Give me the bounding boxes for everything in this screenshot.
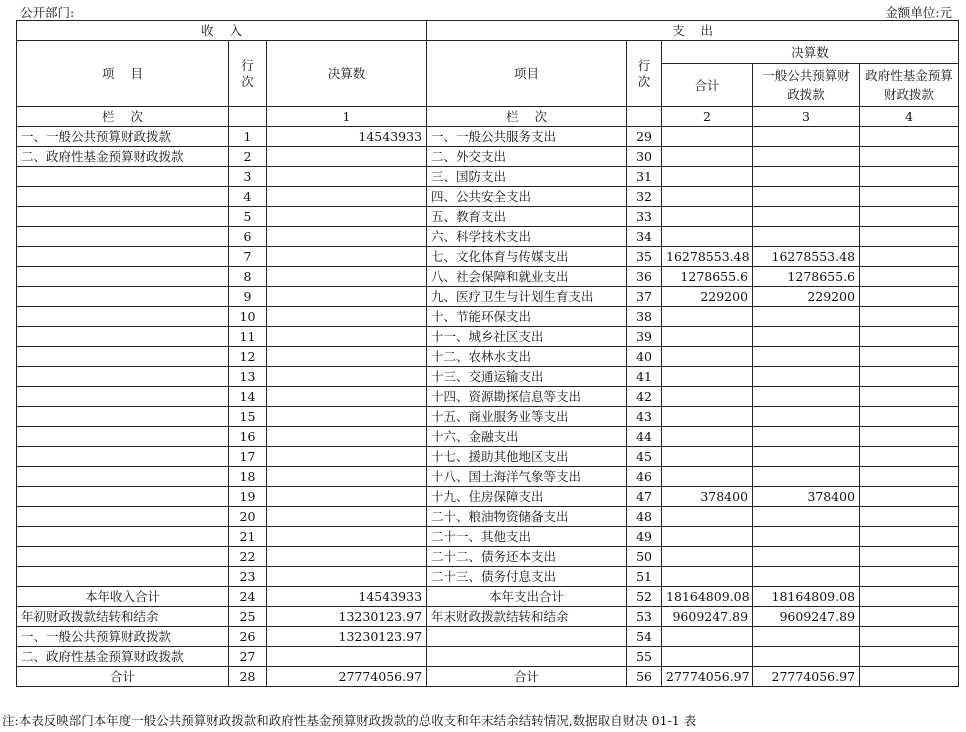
income-item-header: 项 目 <box>17 41 229 107</box>
general-budget-cell <box>753 227 860 247</box>
table-row <box>17 167 959 187</box>
income-line-cell: 2 <box>229 147 267 167</box>
income-amount-cell <box>267 307 427 327</box>
expense-item-cell: 十二、农林水支出 <box>427 347 627 367</box>
gov-fund-cell <box>860 367 959 387</box>
expense-line-cell: 39 <box>627 327 662 347</box>
total-amount-cell <box>662 647 753 667</box>
expense-line-cell: 34 <box>627 227 662 247</box>
expense-item-cell: 十八、国土海洋气象等支出 <box>427 467 627 487</box>
gov-fund-cell <box>860 187 959 207</box>
income-item-cell <box>17 247 229 267</box>
gov-fund-cell <box>860 547 959 567</box>
income-item-cell <box>17 267 229 287</box>
expense-line-cell: 55 <box>627 647 662 667</box>
income-line-cell: 24 <box>229 587 267 607</box>
income-amount-cell <box>267 247 427 267</box>
gov-fund-cell <box>860 627 959 647</box>
income-item-cell: 合计 <box>17 667 229 687</box>
total-amount-cell <box>662 347 753 367</box>
income-line-cell: 9 <box>229 287 267 307</box>
table-row <box>17 487 959 507</box>
income-line-cell: 16 <box>229 427 267 447</box>
expense-item-cell: 十、节能环保支出 <box>427 307 627 327</box>
expense-item-cell <box>427 647 627 667</box>
expense-item-cell: 十三、交通运输支出 <box>427 367 627 387</box>
total-amount-cell <box>662 467 753 487</box>
table-body <box>17 21 959 687</box>
expense-line-cell: 56 <box>627 667 662 687</box>
footnote: 注:本表反映部门本年度一般公共预算财政拨款和政府性基金预算财政拨款的总收支和年末结余结转情况,数据取自财决 01-1 表 <box>2 713 697 728</box>
expense-item-cell: 本年支出合计 <box>427 587 627 607</box>
income-amount-header: 决算数 <box>267 41 427 107</box>
expense-line-cell: 40 <box>627 347 662 367</box>
income-item-cell <box>17 487 229 507</box>
expense-line-cell: 43 <box>627 407 662 427</box>
income-item-cell: 二、政府性基金预算财政拨款 <box>17 647 229 667</box>
total-amount-cell <box>662 427 753 447</box>
expense-line-cell: 50 <box>627 547 662 567</box>
income-col-label: 栏 次 <box>17 107 229 127</box>
total-amount-cell <box>662 547 753 567</box>
general-budget-cell: 16278553.48 <box>753 247 860 267</box>
table-row <box>17 547 959 567</box>
table-row <box>17 307 959 327</box>
total-amount-cell <box>662 227 753 247</box>
expense-line-cell: 29 <box>627 127 662 147</box>
expense-col-label: 栏 次 <box>427 107 627 127</box>
income-amount-cell <box>267 427 427 447</box>
expense-line-cell: 53 <box>627 607 662 627</box>
fiscal-table <box>16 20 959 687</box>
expense-item-cell: 合计 <box>427 667 627 687</box>
general-budget-cell: 378400 <box>753 487 860 507</box>
total-amount-cell: 27774056.97 <box>662 667 753 687</box>
income-amount-cell <box>267 487 427 507</box>
expense-item-cell: 二十二、债务还本支出 <box>427 547 627 567</box>
total-amount-cell <box>662 207 753 227</box>
income-amount-cell <box>267 647 427 667</box>
income-item-cell <box>17 367 229 387</box>
income-line-cell: 25 <box>229 607 267 627</box>
income-item-cell <box>17 427 229 447</box>
summary-row <box>17 647 959 667</box>
general-budget-cell <box>753 147 860 167</box>
expense-item-cell <box>427 627 627 647</box>
table-row <box>17 127 959 147</box>
general-budget-cell: 1278655.6 <box>753 267 860 287</box>
expense-col-line-blank <box>627 107 662 127</box>
income-item-cell: 本年收入合计 <box>17 587 229 607</box>
expense-line-cell: 48 <box>627 507 662 527</box>
table-row <box>17 567 959 587</box>
table-row <box>17 367 959 387</box>
gov-fund-cell <box>860 407 959 427</box>
gov-fund-cell <box>860 567 959 587</box>
table-row <box>17 147 959 167</box>
total-amount-cell <box>662 307 753 327</box>
col-index-4: 4 <box>860 107 959 127</box>
income-line-cell: 27 <box>229 647 267 667</box>
total-amount-cell: 16278553.48 <box>662 247 753 267</box>
income-line-cell: 14 <box>229 387 267 407</box>
expense-item-cell: 十九、住房保障支出 <box>427 487 627 507</box>
table-row <box>17 287 959 307</box>
general-budget-cell <box>753 167 860 187</box>
income-line-cell: 23 <box>229 567 267 587</box>
general-budget-cell <box>753 387 860 407</box>
summary-row <box>17 627 959 647</box>
gov-fund-cell <box>860 207 959 227</box>
gov-fund-cell <box>860 647 959 667</box>
expense-line-cell: 35 <box>627 247 662 267</box>
expense-line-cell: 36 <box>627 267 662 287</box>
general-budget-cell <box>753 367 860 387</box>
expense-line-cell: 31 <box>627 167 662 187</box>
gov-fund-cell <box>860 607 959 627</box>
income-line-cell: 7 <box>229 247 267 267</box>
table-row <box>17 227 959 247</box>
expense-item-cell: 二十三、债务付息支出 <box>427 567 627 587</box>
summary-row <box>17 667 959 687</box>
expense-item-cell: 四、公共安全支出 <box>427 187 627 207</box>
table-row <box>17 447 959 467</box>
expense-line-cell: 49 <box>627 527 662 547</box>
income-amount-cell <box>267 467 427 487</box>
income-item-cell <box>17 307 229 327</box>
gov-fund-cell <box>860 167 959 187</box>
expense-item-cell: 二十一、其他支出 <box>427 527 627 547</box>
income-line-cell: 21 <box>229 527 267 547</box>
gov-fund-cell <box>860 387 959 407</box>
income-item-cell <box>17 387 229 407</box>
expense-line-cell: 38 <box>627 307 662 327</box>
income-item-cell: 年初财政拨款结转和结余 <box>17 607 229 627</box>
gov-fund-cell <box>860 127 959 147</box>
total-amount-cell <box>662 567 753 587</box>
income-amount-cell <box>267 347 427 367</box>
total-amount-cell <box>662 327 753 347</box>
total-amount-cell: 378400 <box>662 487 753 507</box>
total-amount-cell <box>662 507 753 527</box>
income-amount-cell <box>267 327 427 347</box>
income-line-cell: 13 <box>229 367 267 387</box>
expense-line-cell: 33 <box>627 207 662 227</box>
general-budget-cell <box>753 127 860 147</box>
expense-line-cell: 51 <box>627 567 662 587</box>
gov-fund-cell <box>860 487 959 507</box>
expense-header: 支 出 <box>427 21 959 41</box>
expense-item-cell: 三、国防支出 <box>427 167 627 187</box>
general-budget-cell <box>753 407 860 427</box>
income-amount-cell <box>267 207 427 227</box>
total-amount-cell: 9609247.89 <box>662 607 753 627</box>
income-amount-cell <box>267 187 427 207</box>
total-amount-cell <box>662 387 753 407</box>
income-amount-cell <box>267 547 427 567</box>
general-budget-cell <box>753 207 860 227</box>
general-budget-cell <box>753 547 860 567</box>
gov-fund-header: 政府性基金预算财政拨款 <box>860 64 959 107</box>
gov-fund-cell <box>860 347 959 367</box>
header-row-2 <box>17 41 959 64</box>
income-amount-cell: 13230123.97 <box>267 607 427 627</box>
general-budget-cell <box>753 527 860 547</box>
header-row-1 <box>17 21 959 41</box>
income-item-cell <box>17 527 229 547</box>
gov-fund-cell <box>860 267 959 287</box>
general-budget-header: 一般公共预算财政拨款 <box>753 64 860 107</box>
total-amount-cell <box>662 127 753 147</box>
general-budget-cell: 18164809.08 <box>753 587 860 607</box>
general-budget-cell <box>753 447 860 467</box>
income-item-cell <box>17 447 229 467</box>
income-line-cell: 12 <box>229 347 267 367</box>
expense-item-cell: 十五、商业服务业等支出 <box>427 407 627 427</box>
general-budget-cell <box>753 347 860 367</box>
income-line-cell: 10 <box>229 307 267 327</box>
expense-item-cell: 十六、金融支出 <box>427 427 627 447</box>
expense-amount-group-header: 决算数 <box>662 41 959 64</box>
income-amount-cell: 27774056.97 <box>267 667 427 687</box>
general-budget-cell <box>753 187 860 207</box>
income-amount-cell <box>267 167 427 187</box>
total-amount-cell <box>662 527 753 547</box>
expense-item-cell: 年末财政拨款结转和结余 <box>427 607 627 627</box>
expense-line-cell: 42 <box>627 387 662 407</box>
expense-line-cell: 54 <box>627 627 662 647</box>
income-item-cell <box>17 187 229 207</box>
col-index-3: 3 <box>753 107 860 127</box>
table-row <box>17 507 959 527</box>
expense-item-cell: 六、科学技术支出 <box>427 227 627 247</box>
table-row <box>17 327 959 347</box>
expense-item-cell: 二、外交支出 <box>427 147 627 167</box>
table-row <box>17 407 959 427</box>
expense-item-cell: 五、教育支出 <box>427 207 627 227</box>
gov-fund-cell <box>860 667 959 687</box>
gov-fund-cell <box>860 587 959 607</box>
income-amount-cell: 13230123.97 <box>267 627 427 647</box>
unit-label: 金额单位:元 <box>885 5 952 20</box>
income-item-cell <box>17 227 229 247</box>
general-budget-cell: 27774056.97 <box>753 667 860 687</box>
income-line-cell: 26 <box>229 627 267 647</box>
total-amount-cell <box>662 147 753 167</box>
income-amount-cell <box>267 407 427 427</box>
general-budget-cell: 229200 <box>753 287 860 307</box>
expense-line-cell: 30 <box>627 147 662 167</box>
income-amount-cell <box>267 227 427 247</box>
general-budget-cell: 9609247.89 <box>753 607 860 627</box>
gov-fund-cell <box>860 527 959 547</box>
expense-line-cell: 47 <box>627 487 662 507</box>
income-line-header: 行次 <box>229 41 267 107</box>
table-row <box>17 187 959 207</box>
income-item-cell <box>17 567 229 587</box>
summary-row <box>17 587 959 607</box>
general-budget-cell <box>753 507 860 527</box>
total-header: 合计 <box>662 64 753 107</box>
total-amount-cell <box>662 367 753 387</box>
gov-fund-cell <box>860 327 959 347</box>
expense-item-cell: 十一、城乡社区支出 <box>427 327 627 347</box>
total-amount-cell: 18164809.08 <box>662 587 753 607</box>
expense-item-cell: 九、医疗卫生与计划生育支出 <box>427 287 627 307</box>
income-amount-cell <box>267 287 427 307</box>
total-amount-cell <box>662 187 753 207</box>
total-amount-cell <box>662 627 753 647</box>
income-amount-cell <box>267 267 427 287</box>
general-budget-cell <box>753 427 860 447</box>
expense-line-cell: 45 <box>627 447 662 467</box>
gov-fund-cell <box>860 467 959 487</box>
income-item-cell <box>17 207 229 227</box>
general-budget-cell <box>753 647 860 667</box>
expense-line-cell: 41 <box>627 367 662 387</box>
income-amount-cell: 14543933 <box>267 587 427 607</box>
income-line-cell: 18 <box>229 467 267 487</box>
income-line-cell: 20 <box>229 507 267 527</box>
income-line-cell: 6 <box>229 227 267 247</box>
income-item-cell: 二、政府性基金预算财政拨款 <box>17 147 229 167</box>
income-amount-cell <box>267 507 427 527</box>
total-amount-cell: 229200 <box>662 287 753 307</box>
income-item-cell <box>17 467 229 487</box>
table-row <box>17 347 959 367</box>
income-header: 收 入 <box>17 21 427 41</box>
income-item-cell: 一、一般公共预算财政拨款 <box>17 127 229 147</box>
gov-fund-cell <box>860 287 959 307</box>
income-line-cell: 4 <box>229 187 267 207</box>
expense-item-cell: 一、一般公共服务支出 <box>427 127 627 147</box>
income-line-cell: 28 <box>229 667 267 687</box>
expense-item-cell: 八、社会保障和就业支出 <box>427 267 627 287</box>
table-row <box>17 467 959 487</box>
table-row <box>17 207 959 227</box>
expense-line-cell: 44 <box>627 427 662 447</box>
general-budget-cell <box>753 327 860 347</box>
income-line-cell: 11 <box>229 327 267 347</box>
income-line-cell: 15 <box>229 407 267 427</box>
col-index-1: 1 <box>267 107 427 127</box>
income-amount-cell <box>267 567 427 587</box>
general-budget-cell <box>753 567 860 587</box>
income-item-cell: 一、一般公共预算财政拨款 <box>17 627 229 647</box>
income-line-cell: 3 <box>229 167 267 187</box>
general-budget-cell <box>753 627 860 647</box>
income-line-cell: 17 <box>229 447 267 467</box>
summary-row <box>17 607 959 627</box>
expense-item-cell: 七、文化体育与传媒支出 <box>427 247 627 267</box>
table-row <box>17 387 959 407</box>
income-line-cell: 1 <box>229 127 267 147</box>
expense-item-header: 项目 <box>427 41 627 107</box>
income-amount-cell <box>267 527 427 547</box>
total-amount-cell <box>662 167 753 187</box>
income-item-cell <box>17 507 229 527</box>
gov-fund-cell <box>860 247 959 267</box>
income-item-cell <box>17 327 229 347</box>
gov-fund-cell <box>860 147 959 167</box>
col-index-2: 2 <box>662 107 753 127</box>
income-item-cell <box>17 547 229 567</box>
expense-item-cell: 十七、援助其他地区支出 <box>427 447 627 467</box>
income-item-cell <box>17 287 229 307</box>
expense-line-cell: 52 <box>627 587 662 607</box>
table-row <box>17 267 959 287</box>
income-amount-cell <box>267 447 427 467</box>
table-row <box>17 527 959 547</box>
general-budget-cell <box>753 307 860 327</box>
income-line-cell: 19 <box>229 487 267 507</box>
general-budget-cell <box>753 467 860 487</box>
income-amount-cell: 14543933 <box>267 127 427 147</box>
expense-line-cell: 46 <box>627 467 662 487</box>
expense-line-cell: 32 <box>627 187 662 207</box>
income-amount-cell <box>267 147 427 167</box>
total-amount-cell <box>662 407 753 427</box>
gov-fund-cell <box>860 427 959 447</box>
table-row <box>17 247 959 267</box>
expense-line-header: 行次 <box>627 41 662 107</box>
income-amount-cell <box>267 387 427 407</box>
total-amount-cell: 1278655.6 <box>662 267 753 287</box>
total-amount-cell <box>662 447 753 467</box>
gov-fund-cell <box>860 507 959 527</box>
column-index-row <box>17 107 959 127</box>
expense-item-cell: 二十、粮油物资储备支出 <box>427 507 627 527</box>
income-item-cell <box>17 407 229 427</box>
gov-fund-cell <box>860 227 959 247</box>
income-amount-cell <box>267 367 427 387</box>
income-item-cell <box>17 347 229 367</box>
expense-item-cell: 十四、资源勘探信息等支出 <box>427 387 627 407</box>
income-col-line-blank <box>229 107 267 127</box>
table-row <box>17 427 959 447</box>
income-line-cell: 5 <box>229 207 267 227</box>
income-line-cell: 22 <box>229 547 267 567</box>
gov-fund-cell <box>860 447 959 467</box>
income-line-cell: 8 <box>229 267 267 287</box>
income-item-cell <box>17 167 229 187</box>
department-label: 公开部门: <box>20 5 75 20</box>
gov-fund-cell <box>860 307 959 327</box>
expense-line-cell: 37 <box>627 287 662 307</box>
